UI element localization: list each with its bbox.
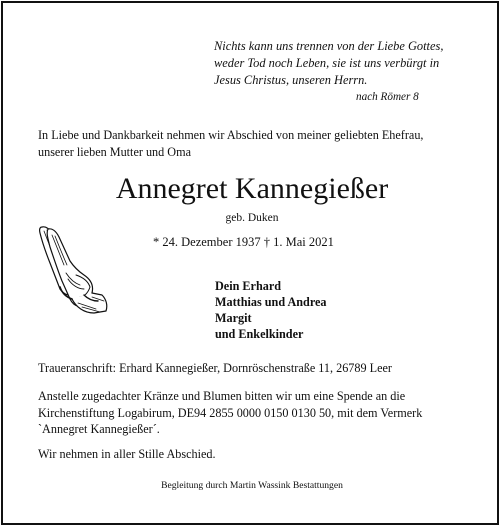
donation-line-3: `Annegret Kannegießer´. (38, 422, 160, 436)
mourner-1: Dein Erhard (215, 279, 282, 293)
donation-request (38, 388, 422, 438)
intro-text (38, 127, 498, 161)
life-dates: * 24. Dezember 1937 † 1. Mai 2021 (153, 235, 334, 249)
quote-line-2: weder Tod noch Leben, sie ist uns verbürgt in (214, 56, 440, 70)
quote-source: nach Römer 8 (356, 91, 419, 103)
mourners-list (215, 278, 327, 342)
mourner-4: und Enkelkinder (215, 327, 304, 341)
maiden-name: geb. Duken (225, 212, 279, 224)
undertaker-credit: Begleitung durch Martin Wassink Bestattungen (161, 480, 343, 491)
donation-line-2: Kirchenstiftung Logabirum, DE94 2855 0000 0150 0130 50, mit dem Vermerk (38, 405, 423, 420)
bible-quote (214, 38, 494, 89)
intro-line-1: In Liebe und Dankbarkeit nehmen wir Abschied von meiner geliebten Ehefrau, (38, 128, 424, 142)
closing-line: Wir nehmen in aller Stille Abschied. (38, 447, 216, 461)
intro-line-2: unserer lieben Mutter und Oma (38, 145, 191, 159)
mourner-2: Matthias und Andrea (215, 295, 327, 309)
donation-line-1: Anstelle zugedachter Kränze und Blumen bitten wir um eine Spende an die (38, 389, 406, 403)
deceased-name: Annegret Kannegießer (115, 172, 389, 205)
mourner-3: Margit (215, 311, 252, 325)
mourning-address: Traueranschrift: Erhard Kannegießer, Dornröschenstraße 11, 26789 Leer (38, 361, 392, 375)
quote-line-3: Jesus Christus, unseren Herrn. (214, 73, 368, 87)
quote-line-1: Nichts kann uns trennen von der Liebe Gottes, (214, 39, 444, 53)
praying-hands-icon (32, 223, 112, 315)
